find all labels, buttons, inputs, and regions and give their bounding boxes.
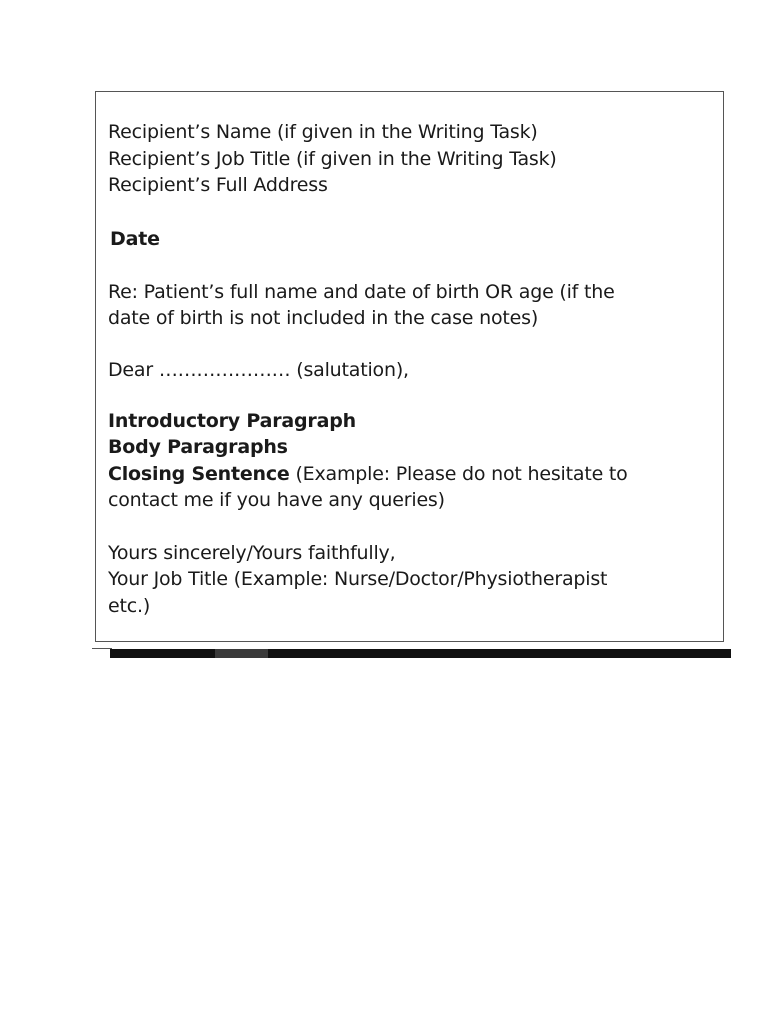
recipient-job-title-line: Recipient’s Job Title (if given in the Writing Task) [108,148,557,170]
recipient-name-line: Recipient’s Name (if given in the Writing Task) [108,121,538,143]
job-title-line-2: etc.) [108,595,151,617]
job-title-line-1: Your Job Title (Example: Nurse/Doctor/Physiotherapist [108,568,608,590]
re-line-2: date of birth is not included in the case notes) [108,307,539,329]
divider-rule [92,648,112,649]
body-paragraphs-heading: Body Paragraphs [108,436,288,458]
closing-sentence-line [108,461,628,487]
horizontal-bar [110,649,731,658]
closing-example-line-2: contact me if you have any queries) [108,489,445,511]
recipient-address-line: Recipient’s Full Address [108,174,328,196]
horizontal-bar-highlight [215,649,268,658]
intro-paragraph-heading: Introductory Paragraph [108,410,356,432]
closing-sentence-label: Closing Sentence [108,463,290,485]
date-heading: Date [110,228,160,250]
sign-off-line: Yours sincerely/Yours faithfully, [108,542,396,564]
salutation-line: Dear ………………… (salutation), [108,359,409,381]
closing-example-text: (Example: Please do not hesitate to [289,463,628,485]
re-line-1: Re: Patient’s full name and date of birth OR age (if the [108,281,615,303]
